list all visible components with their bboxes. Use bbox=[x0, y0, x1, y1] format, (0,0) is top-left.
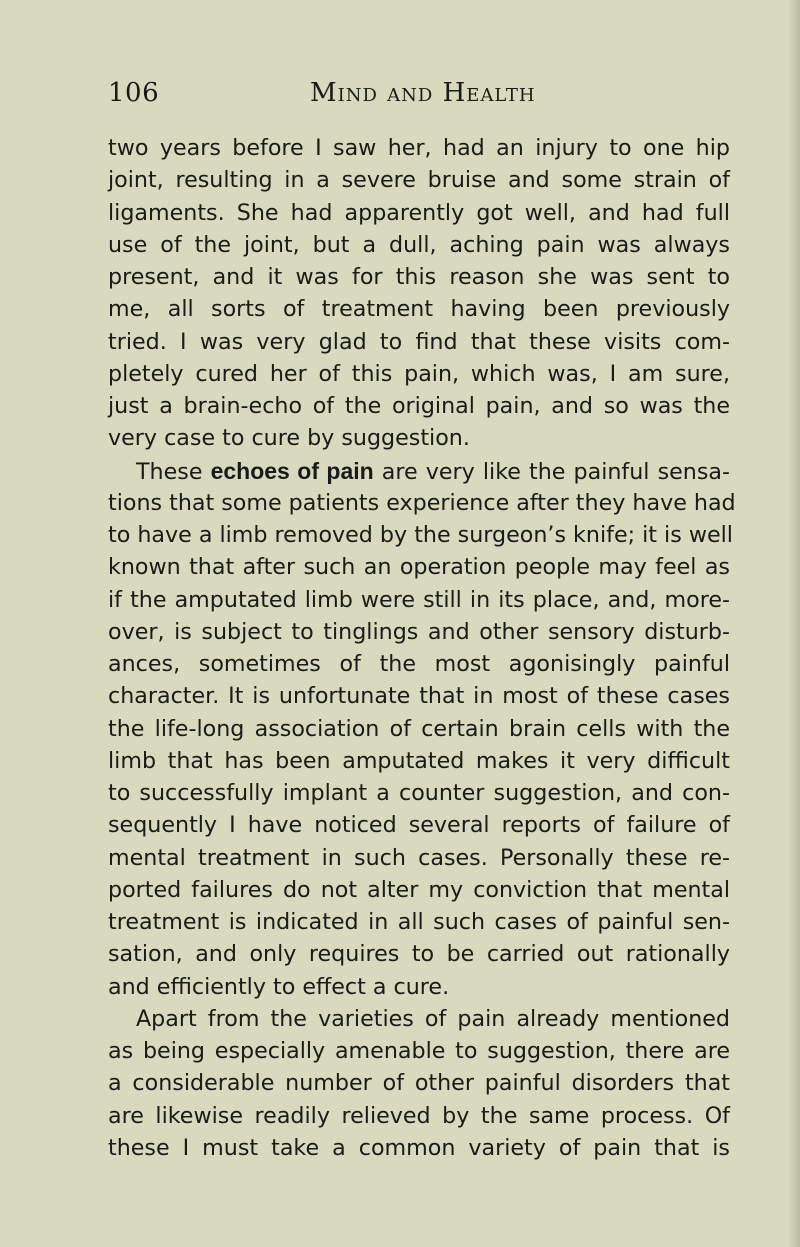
body-text bbox=[108, 132, 736, 1164]
text-line: sequently I have noticed several reports of failure of bbox=[108, 812, 730, 839]
text-line-paragraph-start bbox=[108, 455, 730, 487]
text-line: to have a limb removed by the surgeon’s knife; it is well bbox=[108, 522, 733, 548]
text-line: ligaments. She had apparently got well, and had full bbox=[108, 199, 730, 226]
text-line: the life-long association of certain brain cells with the bbox=[108, 715, 730, 742]
text-line-paragraph-end: very case to cure by suggestion. bbox=[108, 425, 470, 452]
page-number: 106 bbox=[108, 78, 160, 108]
text-line: ances, sometimes of the most agonisingly painful bbox=[108, 651, 730, 677]
text-line: two years before I saw her, had an injury to one hip bbox=[108, 135, 730, 161]
text-line: tions that some patients experience after they have had bbox=[108, 489, 736, 516]
text-line: known that after such an operation people may feel as bbox=[108, 554, 730, 581]
text-line: use of the joint, but a dull, aching pain was always bbox=[108, 231, 730, 258]
running-header bbox=[108, 78, 728, 118]
text-line: present, and it was for this reason she was sent to bbox=[108, 264, 730, 290]
emphasized-phrase: echoes of pain bbox=[210, 457, 374, 484]
text-line: these I must take a common variety of pain that is bbox=[108, 1134, 730, 1161]
text-line-paragraph-end: and efficiently to effect a cure. bbox=[108, 973, 450, 1000]
text-segment: These bbox=[136, 458, 211, 485]
text-line: mental treatment in such cases. Personally these re- bbox=[108, 844, 730, 871]
text-line: a considerable number of other painful disorders that bbox=[108, 1070, 730, 1097]
text-line: to successfully implant a counter suggestion, and con- bbox=[108, 780, 730, 806]
text-line: character. It is unfortunate that in most of these cases bbox=[108, 683, 730, 710]
text-line: ported failures do not alter my conviction that mental bbox=[108, 876, 730, 903]
text-line-paragraph-start: Apart from the varieties of pain already mentioned bbox=[136, 1005, 730, 1032]
text-line: as being especially amenable to suggestion, there are bbox=[108, 1038, 730, 1064]
text-line: tried. I was very glad to find that these visits com- bbox=[108, 328, 730, 355]
text-line: just a brain-echo of the original pain, and so was the bbox=[108, 393, 730, 419]
text-line: treatment is indicated in all such cases of painful sen- bbox=[108, 909, 730, 935]
text-line: limb that has been amputated makes it very difficult bbox=[108, 747, 730, 774]
text-line: over, is subject to tinglings and other sensory disturb- bbox=[108, 618, 730, 645]
text-line: are likewise readily relieved by the same process. Of bbox=[108, 1102, 730, 1129]
text-line: joint, resulting in a severe bruise and some strain of bbox=[108, 167, 730, 194]
text-line: if the amputated limb were still in its place, and, more- bbox=[108, 586, 730, 613]
text-line: me, all sorts of treatment having been previously bbox=[108, 296, 730, 323]
text-line: pletely cured her of this pain, which was, I am sure, bbox=[108, 360, 730, 387]
text-segment: are very like the painful sensa- bbox=[373, 458, 731, 485]
running-title: Mind and Health bbox=[310, 78, 536, 108]
page-edge-shadow bbox=[788, 0, 800, 1247]
text-line: sation, and only requires to be carried out rationally bbox=[108, 941, 730, 968]
